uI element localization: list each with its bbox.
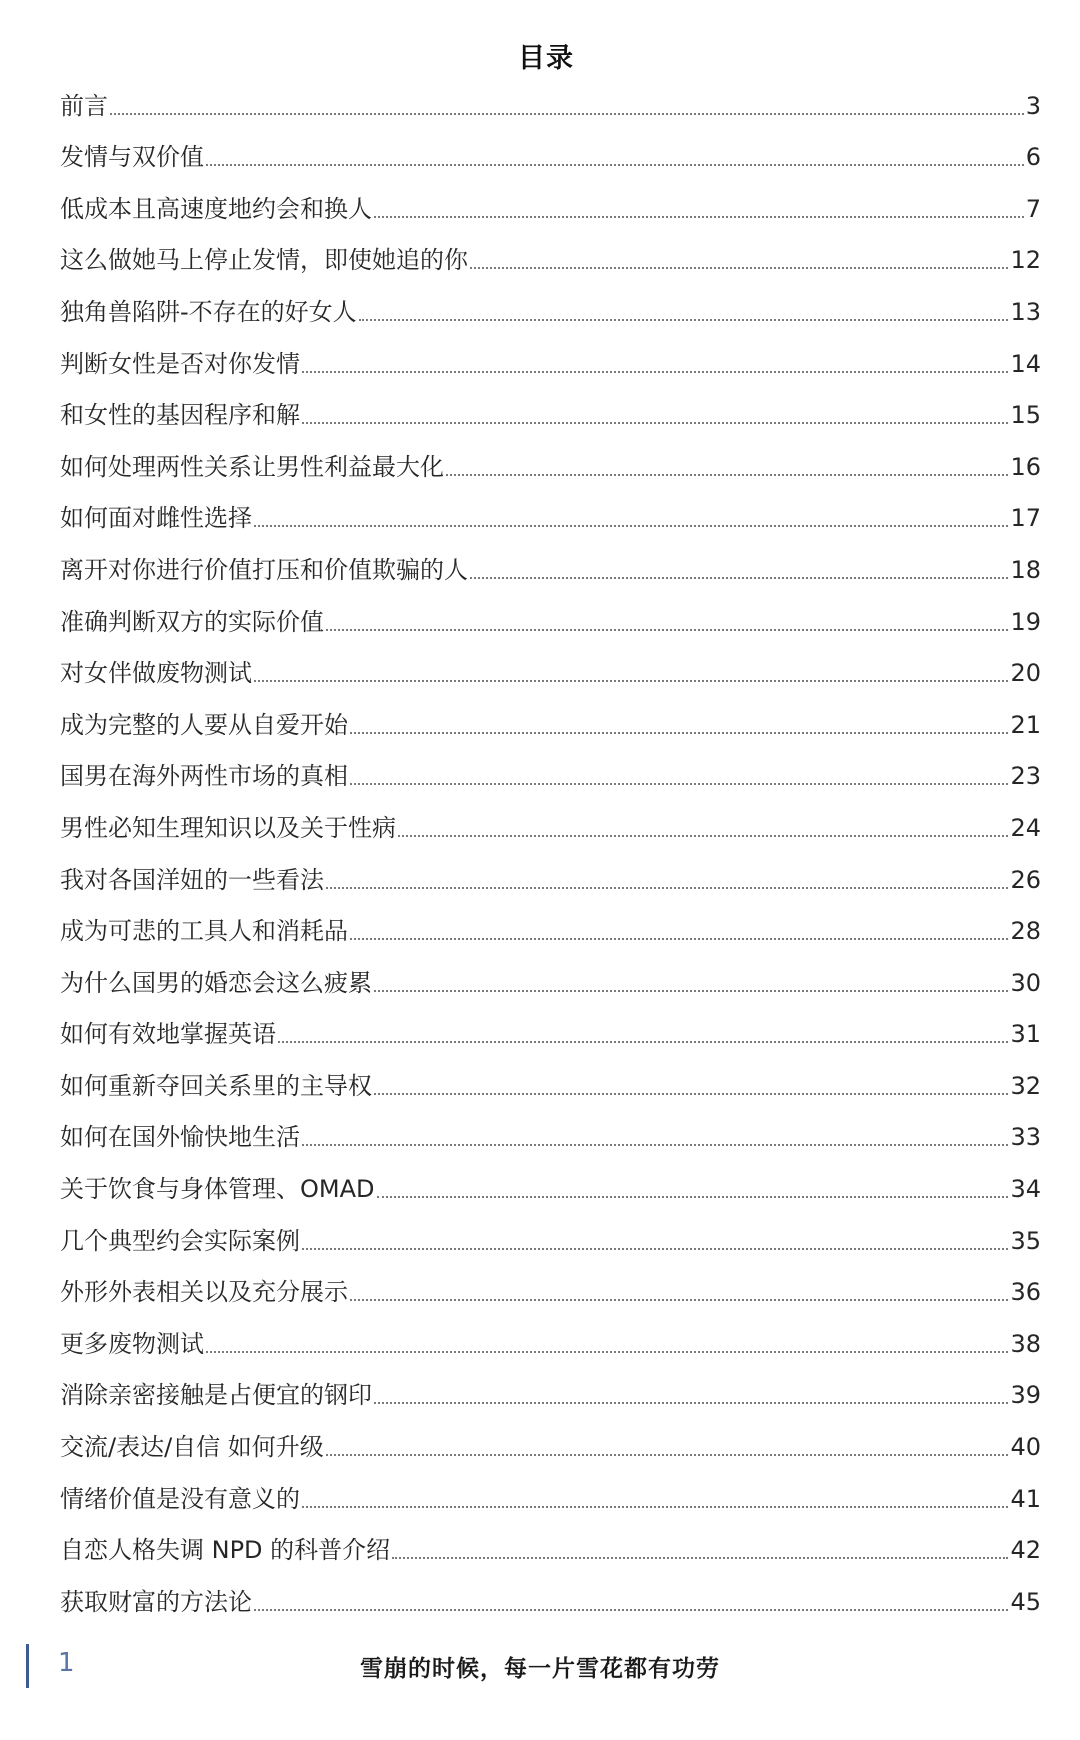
toc-entry-label: 几个典型约会实际案例: [60, 1226, 300, 1255]
toc-entry-label: 离开对你进行价值打压和价值欺骗的人: [60, 555, 468, 584]
toc-dot-leader: [254, 525, 1008, 527]
toc-dot-leader: [302, 1506, 1008, 1508]
toc-entry-page: 3: [1025, 91, 1041, 120]
toc-entry[interactable]: [60, 282, 1041, 334]
toc-entry[interactable]: [60, 334, 1041, 386]
toc-entry-label: 自恋人格失调 NPD 的科普介绍: [60, 1536, 391, 1565]
toc-entry[interactable]: [60, 231, 1041, 283]
toc-dot-leader: [302, 371, 1008, 373]
toc-entry-page: 26: [1010, 865, 1041, 894]
toc-dot-leader: [377, 1196, 1009, 1198]
toc-entry-page: 20: [1010, 659, 1041, 688]
toc-entry-page: 42: [1010, 1536, 1041, 1565]
toc-dot-leader: [302, 1144, 1008, 1146]
toc-entry-page: 40: [1010, 1433, 1041, 1462]
toc-entry[interactable]: [60, 1056, 1041, 1108]
toc-dot-leader: [278, 1041, 1008, 1043]
toc-dot-leader: [110, 113, 1024, 115]
toc-entry-label: 消除亲密接触是占便宜的钢印: [60, 1381, 372, 1410]
toc-entry-label: 前言: [60, 91, 108, 120]
toc-dot-leader: [470, 267, 1008, 269]
toc-entry-label: 独角兽陷阱-不存在的好女人: [60, 297, 357, 326]
footer-page-number: 1: [58, 1648, 75, 1678]
toc-entry-label: 外形外表相关以及充分展示: [60, 1278, 348, 1307]
toc-entry[interactable]: [60, 1572, 1041, 1624]
toc-entry-label: 准确判断双方的实际价值: [60, 607, 324, 636]
toc-dot-leader: [359, 319, 1009, 321]
toc-entry[interactable]: [60, 540, 1041, 592]
toc-entry[interactable]: [60, 953, 1041, 1005]
toc-entry-label: 低成本且高速度地约会和换人: [60, 194, 372, 223]
toc-dot-leader: [206, 164, 1024, 166]
toc-dot-leader: [350, 1299, 1008, 1301]
toc-entry[interactable]: [60, 1159, 1041, 1211]
toc-dot-leader: [392, 1557, 1008, 1559]
toc-entry-page: 33: [1010, 1123, 1041, 1152]
toc-entry-page: 24: [1010, 813, 1041, 842]
toc-dot-leader: [302, 1248, 1008, 1250]
toc-entry-page: 45: [1010, 1587, 1041, 1616]
toc-entry-label: 如何有效地掌握英语: [60, 1020, 276, 1049]
toc-entry-label: 成为完整的人要从自爱开始: [60, 710, 348, 739]
toc-entry-page: 13: [1010, 297, 1041, 326]
toc-entry-page: 41: [1010, 1484, 1041, 1513]
toc-dot-leader: [206, 1351, 1008, 1353]
toc-dot-leader: [470, 577, 1008, 579]
toc-entry-page: 12: [1010, 246, 1041, 275]
toc-entry[interactable]: [60, 644, 1041, 696]
toc-entry[interactable]: [60, 1521, 1041, 1573]
toc-entry-page: 18: [1010, 555, 1041, 584]
toc-entry[interactable]: [60, 386, 1041, 438]
toc-dot-leader: [374, 1402, 1008, 1404]
toc-entry[interactable]: [60, 179, 1041, 231]
toc-entry-page: 7: [1025, 194, 1041, 223]
toc-entry-page: 34: [1010, 1175, 1041, 1204]
toc-dot-leader: [302, 422, 1008, 424]
toc-entry-label: 如何重新夺回关系里的主导权: [60, 1071, 372, 1100]
toc-entry-page: 39: [1010, 1381, 1041, 1410]
toc-dot-leader: [374, 990, 1008, 992]
toc-entry-label: 如何面对雌性选择: [60, 504, 252, 533]
toc-entry-label: 和女性的基因程序和解: [60, 401, 300, 430]
toc-entry-page: 16: [1010, 452, 1041, 481]
toc-entry[interactable]: [60, 437, 1041, 489]
toc-dot-leader: [254, 680, 1008, 682]
toc-entry-label: 情绪价值是没有意义的: [60, 1484, 300, 1513]
toc-entry-label: 发情与双价值: [60, 143, 204, 172]
toc-entry-page: 36: [1010, 1278, 1041, 1307]
toc-entry-page: 21: [1010, 710, 1041, 739]
toc-entry[interactable]: [60, 1366, 1041, 1418]
toc-entry[interactable]: [60, 76, 1041, 128]
toc-entry[interactable]: [60, 695, 1041, 747]
toc-entry-page: 28: [1010, 917, 1041, 946]
toc-entry[interactable]: [60, 1005, 1041, 1057]
footer-motto: 雪崩的时候，每一片雪花都有功劳: [360, 1656, 720, 1682]
toc-dot-leader: [254, 1609, 1008, 1611]
toc-entry[interactable]: [60, 902, 1041, 954]
toc-dot-leader: [350, 783, 1008, 785]
toc-entry[interactable]: [60, 1314, 1041, 1366]
toc-dot-leader: [326, 1454, 1009, 1456]
toc-entry-page: 15: [1010, 401, 1041, 430]
toc-entry-label: 更多废物测试: [60, 1329, 204, 1358]
toc-entry[interactable]: [60, 798, 1041, 850]
toc-entry[interactable]: [60, 1263, 1041, 1315]
toc-dot-leader: [350, 732, 1008, 734]
toc-entry[interactable]: [60, 850, 1041, 902]
toc-entry-label: 国男在海外两性市场的真相: [60, 762, 348, 791]
toc-dot-leader: [326, 629, 1008, 631]
toc-entry-page: 31: [1010, 1020, 1041, 1049]
toc-entry-label: 如何处理两性关系让男性利益最大化: [60, 452, 444, 481]
toc-entry-label: 判断女性是否对你发情: [60, 349, 300, 378]
toc-entry-page: 14: [1010, 349, 1041, 378]
toc-entry-page: 19: [1010, 607, 1041, 636]
toc-entry-page: 23: [1010, 762, 1041, 791]
toc-entry-label: 这么做她马上停止发情，即使她追的你: [60, 246, 468, 275]
toc-entry-page: 38: [1010, 1329, 1041, 1358]
toc-dot-leader: [374, 216, 1024, 218]
toc-entry-label: 成为可悲的工具人和消耗品: [60, 917, 348, 946]
toc-entry[interactable]: [60, 489, 1041, 541]
toc-entry[interactable]: [60, 1108, 1041, 1160]
toc-dot-leader: [374, 1093, 1008, 1095]
toc-entry-page: 6: [1025, 143, 1041, 172]
toc-entry[interactable]: [60, 1417, 1041, 1469]
toc-entry-page: 32: [1010, 1071, 1041, 1100]
toc-title: 目录: [518, 43, 574, 74]
toc-entry-page: 17: [1010, 504, 1041, 533]
toc-entry[interactable]: [60, 747, 1041, 799]
toc-entry-page: 35: [1010, 1226, 1041, 1255]
toc-entry-label: 我对各国洋妞的一些看法: [60, 865, 324, 894]
toc-dot-leader: [398, 835, 1008, 837]
toc-entry-label: 关于饮食与身体管理、OMAD: [60, 1175, 375, 1204]
toc-entry[interactable]: [60, 1211, 1041, 1263]
toc-entry-label: 为什么国男的婚恋会这么疲累: [60, 968, 372, 997]
toc-entry-label: 对女伴做废物测试: [60, 659, 252, 688]
toc-dot-leader: [350, 938, 1008, 940]
toc-entry-label: 交流/表达/自信 如何升级: [60, 1433, 324, 1462]
toc-entry-label: 如何在国外愉快地生活: [60, 1123, 300, 1152]
toc-dot-leader: [446, 474, 1008, 476]
toc-entry-label: 男性必知生理知识以及关于性病: [60, 813, 396, 842]
toc-entry[interactable]: [60, 1469, 1041, 1521]
toc-entry[interactable]: [60, 128, 1041, 180]
table-of-contents: [60, 76, 1041, 1624]
toc-entry[interactable]: [60, 592, 1041, 644]
toc-entry-label: 获取财富的方法论: [60, 1587, 252, 1616]
toc-entry-page: 30: [1010, 968, 1041, 997]
toc-dot-leader: [326, 887, 1008, 889]
